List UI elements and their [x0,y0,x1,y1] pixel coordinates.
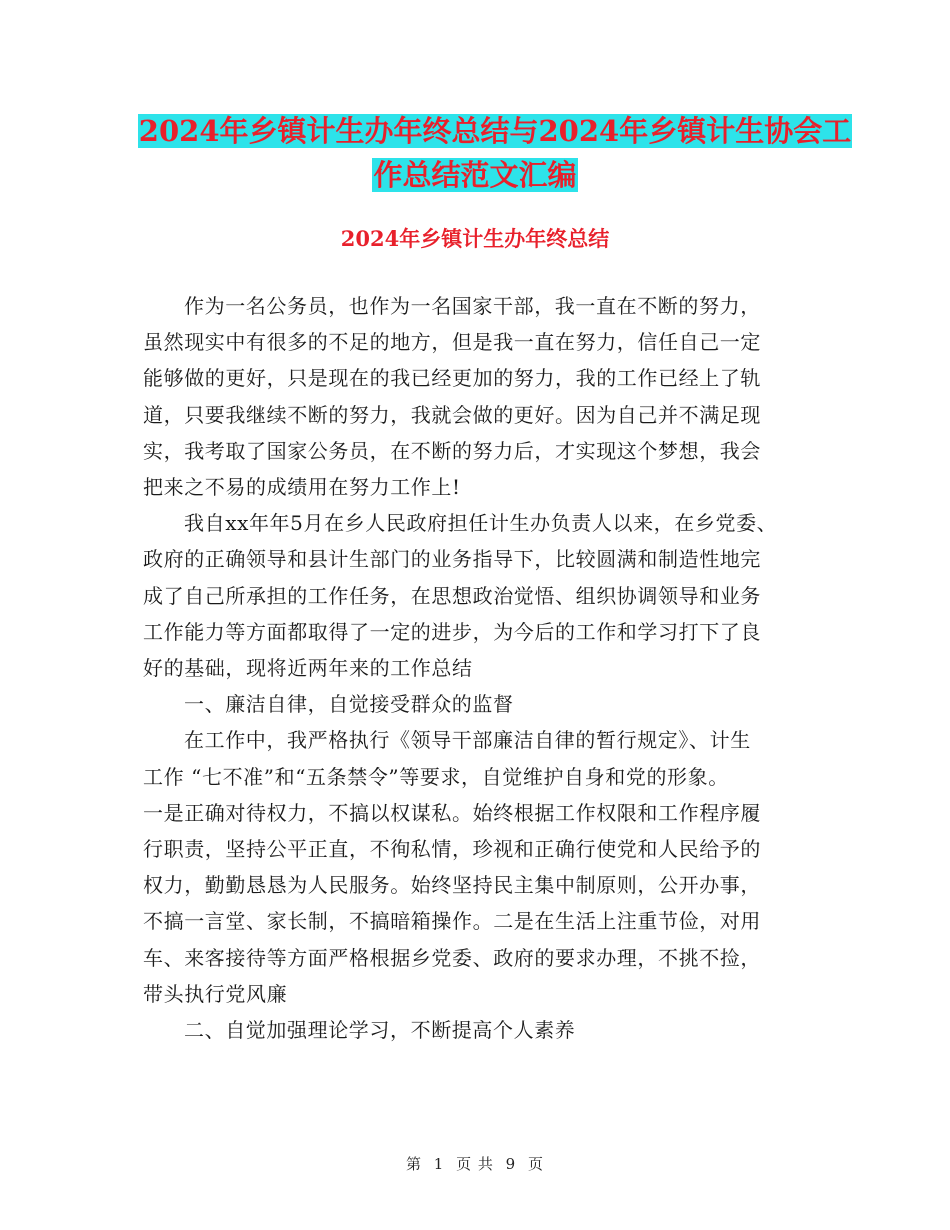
document-title-text-2: 作总结范文汇编 [373,158,577,192]
paragraph [143,288,823,505]
paragraph [143,1012,823,1048]
paragraph-line: 不搞一言堂、家长制，不搞暗箱操作。二是在生活上注重节俭，对用 [143,909,761,934]
paragraph-line: 我自xx年年5月在乡人民政府担任计生办负责人以来，在乡党委、 [184,511,778,536]
document-title-line-2 [0,151,950,199]
footer-suffix: 页 [528,1155,545,1173]
document-title-text-1: 2024年乡镇计生办年终总结与2024年乡镇计生协会工 [138,114,852,148]
paragraph-line: 带头执行党风廉 [143,981,288,1006]
body-text [143,288,823,1048]
paragraph [143,686,823,722]
paragraph-line: 工作能力等方面都取得了一定的进步，为今后的工作和学习打下了良 [143,619,761,644]
footer-middle: 页 共 [456,1155,494,1173]
footer-prefix: 第 [405,1155,422,1173]
paragraph [143,505,823,686]
paragraph-line: 作为一名公务员，也作为一名国家干部，我一直在不断的努力， [184,294,761,318]
footer-total-pages: 9 [505,1155,517,1173]
paragraph-line: 能够做的更好，只是现在的我已经更加的努力，我的工作已经上了轨 [143,366,761,391]
paragraph-line: 工作 “七不准”和“五条禁令”等要求，自觉维护自身和党的形象。 [143,764,729,789]
paragraph-line: 虽然现实中有很多的不足的地方，但是我一直在努力，信任自己一定 [143,330,761,355]
paragraph-line: 一、廉洁自律，自觉接受群众的监督 [184,692,514,717]
paragraph-line: 一是正确对待权力，不搞以权谋私。始终根据工作权限和工作程序履 [143,800,761,825]
paragraph-line: 车、来客接待等方面严格根据乡党委、政府的要求办理，不挑不捡， [143,945,761,970]
paragraph-line: 二、自觉加强理论学习，不断提高个人素养 [184,1018,576,1043]
page-footer [0,1153,950,1174]
paragraph [143,722,823,1012]
paragraph-line: 权力，勤勤恳恳为人民服务。始终坚持民主集中制原则，公开办事， [143,873,761,898]
paragraph-line: 实，我考取了国家公务员，在不断的努力后，才实现这个梦想，我会 [143,438,761,463]
paragraph-line: 在工作中，我严格执行《领导干部廉洁自律的暂行规定》、计生 [184,728,751,753]
footer-page-number: 1 [433,1155,445,1173]
paragraph-line: 把来之不易的成绩用在努力工作上! [143,475,461,500]
paragraph-line: 道，只要我继续不断的努力，我就会做的更好。因为自己并不满足现 [143,402,761,427]
paragraph-line: 行职责，坚持公平正直，不徇私情，珍视和正确行使党和人民给予的 [143,837,761,862]
paragraph-line: 政府的正确领导和县计生部门的业务指导下，比较圆满和制造性地完 [143,547,761,572]
paragraph-line: 好的基础，现将近两年来的工作总结 [143,656,473,681]
document-title-line-1 [0,107,950,155]
paragraph-line: 成了自己所承担的工作任务，在思想政治觉悟、组织协调领导和业务 [143,583,761,608]
section-title: 2024年乡镇计生办年终总结 [340,226,610,251]
